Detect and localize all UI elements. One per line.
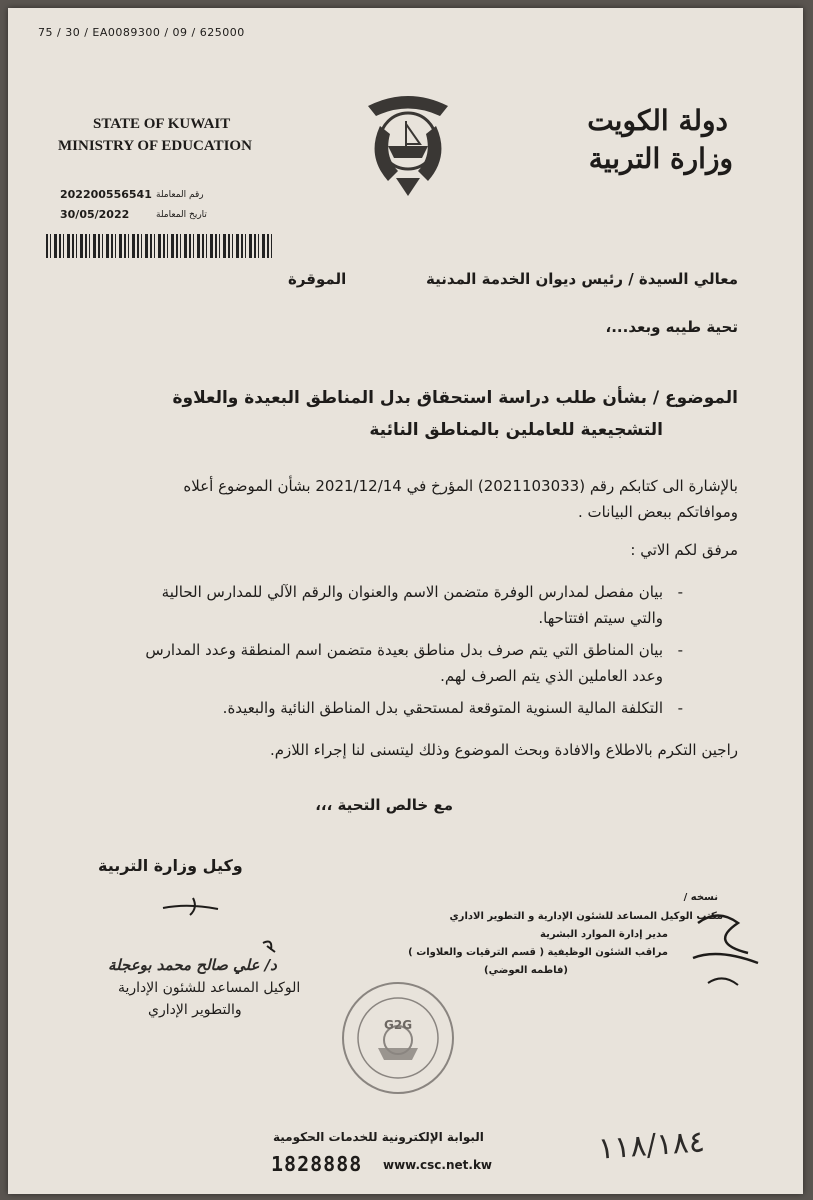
list-item-cont: وعدد العاملين الذي يتم الصرف لهم. xyxy=(440,667,663,685)
list-item: بيان مفصل لمدارس الوفرة متضمن الاسم والعنوان والرقم الآلي للمدارس الحالية xyxy=(161,583,663,601)
copies-label: نسخه / xyxy=(683,892,718,903)
handwritten-number: ١١٨/١٨٤ xyxy=(596,1124,706,1167)
honorific: الموقرة xyxy=(288,270,347,288)
subject-line-2: التشجيعية للعاملين بالمناطق النائية xyxy=(369,420,663,440)
kuwait-emblem-icon xyxy=(358,86,458,198)
transaction-date-label: تاريخ المعاملة xyxy=(156,210,207,220)
website-url: www.csc.net.kw xyxy=(383,1158,493,1172)
copy-line: مراقب الشئون الوظيفية ( قسم الترقيات والعلاوات ) xyxy=(408,947,668,958)
ministry-en: MINISTRY OF EDUCATION xyxy=(58,138,252,154)
transaction-number: 202200556541 xyxy=(60,188,152,201)
list-item: بيان المناطق التي يتم صرف بدل مناطق بعيدة متضمن اسم المنطقة وعدد المدارس xyxy=(145,641,663,659)
transaction-date: 30/05/2022 xyxy=(60,208,130,221)
subject-line-1: الموضوع / بشأن طلب دراسة استحقاق بدل المناطق البعيدة والعلاوة xyxy=(172,388,738,408)
copy-line: (فاطمه العوضي) xyxy=(484,965,568,976)
attached-label: مرفق لكم الاتي : xyxy=(630,541,738,559)
regards: مع خالص التحية ،،، xyxy=(315,796,453,814)
state-ar: دولة الكويت xyxy=(587,104,728,137)
barcode xyxy=(46,234,274,258)
bullet-dash-icon: - xyxy=(677,699,683,717)
body-line-2: وموافاتكم ببعض البيانات . xyxy=(578,503,738,521)
bullet-dash-icon: - xyxy=(677,583,683,601)
closing-request: راجين التكرم بالاطلاع والافادة وبحث الموضوع وذلك ليتسنى لنا إجراء اللازم. xyxy=(270,741,738,759)
stamp-title-1: الوكيل المساعد للشئون الإدارية xyxy=(118,980,301,996)
phone-number: 1828888 xyxy=(271,1152,363,1176)
signature-title: وكيل وزارة التربية xyxy=(98,856,243,875)
g2g-seal-icon xyxy=(338,978,458,1098)
state-en: STATE OF KUWAIT xyxy=(93,116,231,132)
ministry-ar: وزارة التربية xyxy=(588,142,733,175)
stamp-name: د/ علي صالح محمد بوعجلة xyxy=(108,956,277,974)
handwritten-initials-icon xyxy=(678,903,788,993)
signature-scribble-icon xyxy=(158,893,228,923)
letter-page xyxy=(8,8,803,1194)
transaction-number-label: رقم المعاملة xyxy=(156,190,204,200)
bullet-dash-icon: - xyxy=(677,641,683,659)
addressee: معالي السيدة / رئيس ديوان الخدمة المدنية xyxy=(426,270,738,288)
copy-line: مكتب الوكيل المساعد للشئون الإدارية و التطوير الاداري xyxy=(449,911,723,922)
list-item: التكلفة المالية السنوية المتوقعة لمستحقي بدل المناطق النائية والبعيدة. xyxy=(222,699,663,717)
seal-text: G2G xyxy=(384,1018,413,1032)
list-item-cont: والتي سيتم افتتاحها. xyxy=(538,609,663,627)
copy-line: مدير إدارة الموارد البشرية xyxy=(540,929,668,940)
stamp-title-2: والتطوير الإداري xyxy=(148,1002,242,1018)
body-line-1: بالإشارة الى كتابكم رقم (2021103033) المؤرخ في 2021/12/14 بشأن الموضوع أعلاه xyxy=(183,477,738,495)
portal-name: البوابة الإلكترونية للخدمات الحكومية xyxy=(273,1130,484,1144)
greeting: تحية طيبه وبعد...، xyxy=(605,318,738,336)
reference-number: 75 / 30 / EA0089300 / 09 / 625000 xyxy=(38,26,245,39)
